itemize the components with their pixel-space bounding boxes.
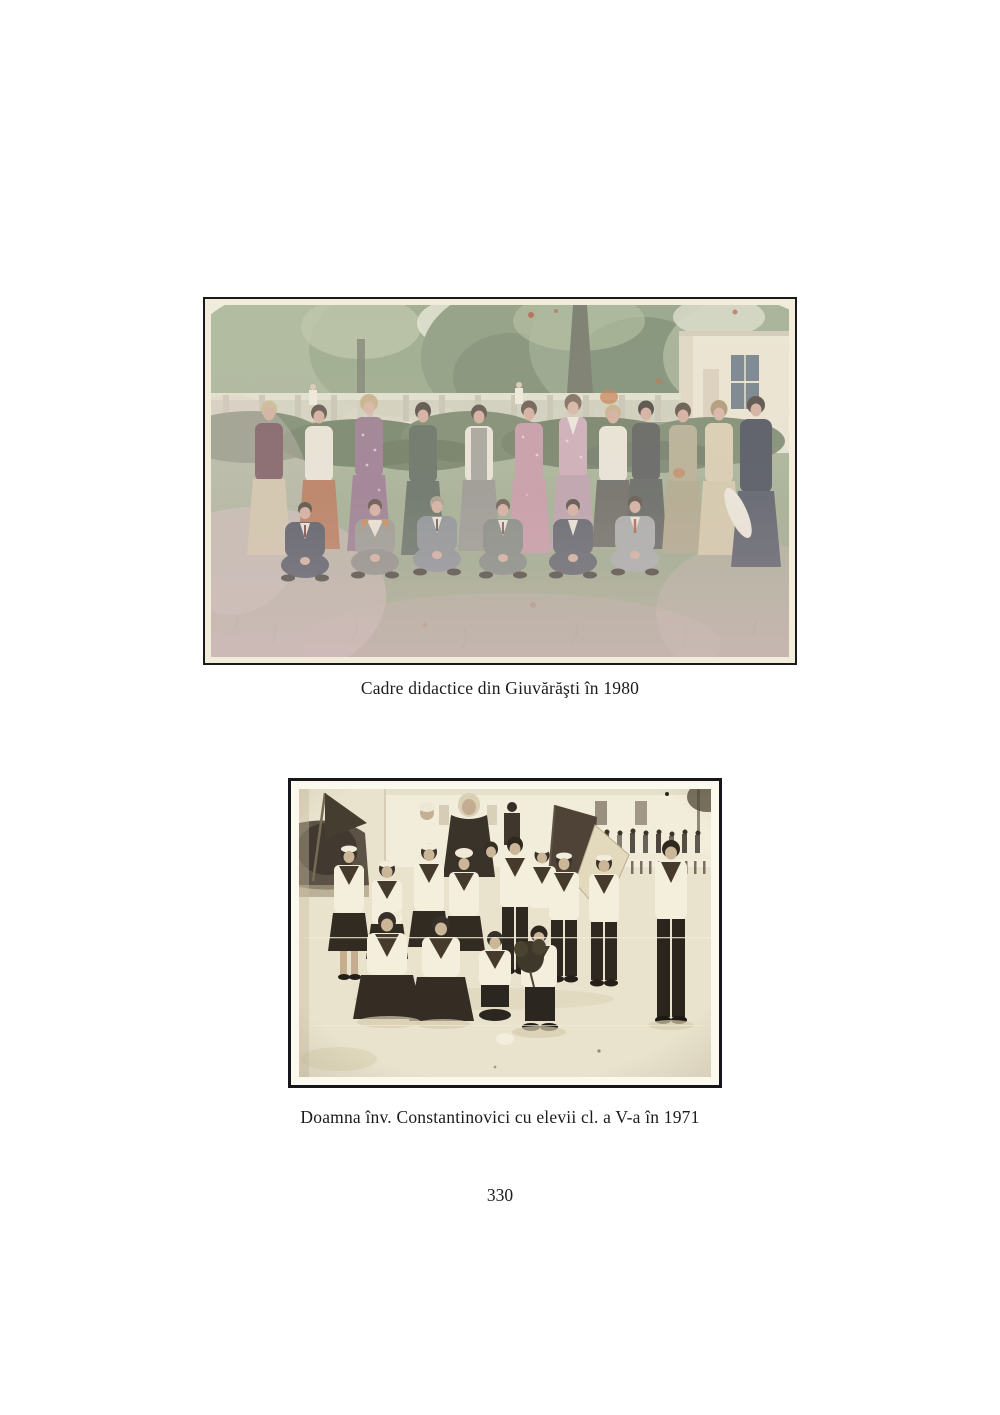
pioneers-photo-illustration	[299, 789, 711, 1077]
photo-teachers-1980	[203, 297, 797, 665]
photo-pioneers-1971	[288, 778, 722, 1088]
teachers-photo-illustration	[211, 305, 789, 657]
caption-teachers-1980: Cadre didactice din Giuvărăşti în 1980	[360, 678, 640, 698]
caption-pioneers-1971: Doamna înv. Constantinovici cu elevii cl. a V-a în 1971	[300, 1107, 700, 1127]
page-number: 330	[486, 1185, 514, 1205]
